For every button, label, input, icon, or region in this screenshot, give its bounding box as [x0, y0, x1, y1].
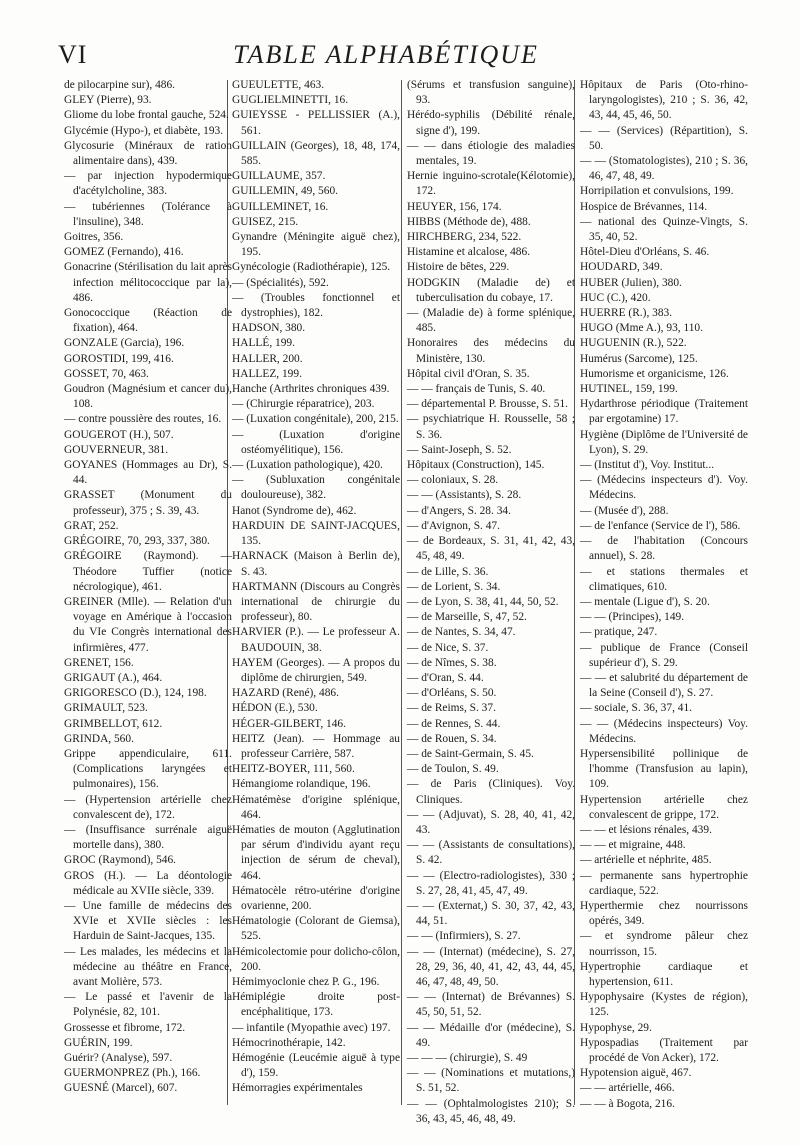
index-entry: — — Médaille d'or (médecine), S. 49. [407, 1021, 575, 1049]
index-entry: GONZALE (Garcia), 196. [64, 337, 185, 350]
index-entry: — — (Ophtalmologistes 210); S. 36, 43, 45, 46, 48, 49. [407, 1097, 575, 1125]
index-entry: — de l'enfance (Service de l'), 586. [580, 519, 741, 532]
index-entry: Hémicolectomie pour dolicho-côlon, 200. [232, 945, 400, 973]
index-entry: GOUVERNEUR, 381. [64, 443, 169, 456]
index-entry: — (Troubles fonctionnel et dystrophies), 182. [232, 291, 400, 320]
index-column-3 [407, 78, 575, 1125]
index-entry: — publique de France (Conseil supérieur d'), S. 29. [580, 641, 748, 669]
index-entry: Humorisme et organicisme, 126. [580, 367, 729, 380]
index-entry: — psychiatrique H. Rousselle, 58 ; S. 36. [407, 413, 575, 441]
index-entry: HUBER (Julien), 380. [580, 276, 682, 289]
index-entry: Hygiène (Diplôme de l'Université de Lyon), S. 29. [580, 428, 748, 456]
index-entry: — — (Principes), 149. [580, 611, 685, 624]
index-entry: GOYANES (Hommages au Dr), S. 44. [64, 459, 232, 487]
index-entry: — départemental P. Brousse, S. 51. [407, 398, 569, 411]
index-entry: — tubériennes (Tolérance à l'insuline), 348. [64, 200, 232, 228]
index-entry: GREINER (Mlle). — Relation d'un voyage en Amérique à l'occasion du VIe Congrès international des infirmières, 477. [64, 595, 232, 654]
index-entry: GRIGAUT (A.), 464. [64, 671, 163, 684]
index-entry: — permanente sans hypertrophie cardiaque, 522. [580, 869, 748, 897]
index-entry: — mentale (Ligue d'), S. 20. [580, 595, 710, 608]
index-entry: Hypospadias (Traitement par procédé de Von Acker), 172. [580, 1036, 748, 1064]
index-entry: Hôpitaux de Paris (Oto-rhino-laryngologistes), 210 ; S. 36, 42, 43, 44, 45, 46, 50. [580, 79, 748, 122]
index-entry: Hyperthermie chez nourrissons opérés, 349. [580, 899, 748, 928]
index-entry: Honoraires des médecins du Ministère, 130. [407, 337, 575, 365]
index-entry: Gynandre (Méningite aiguë chez), 195. [232, 231, 400, 259]
index-entry: HÉDON (E.), 530. [232, 702, 318, 715]
index-entry: Hémorragies expérimentales [232, 1082, 363, 1095]
index-entry: GRÉGOIRE, 70, 293, 337, 380. [64, 535, 210, 548]
index-entry: — de Marseille, S, 47, 52. [407, 611, 527, 624]
index-entry: Histamine et alcalose, 486. [407, 246, 531, 259]
index-entry: GUÉRIN, 199. [64, 1036, 133, 1049]
index-entry: Grippe appendiculaire, 611. (Complications laryngées et pulmonaires), 156. [64, 747, 232, 791]
index-entry: — — (Stomatologistes), 210 ; S. 36, 46, 47, 48, 49. [580, 155, 748, 183]
index-entry: Hématémèse d'origine splénique, 464. [232, 793, 400, 821]
index-entry: HADSON, 380. [232, 322, 306, 335]
index-entry: — Saint-Joseph, S. 52. [407, 443, 512, 456]
index-entry: — et stations thermales et climatiques, 610. [580, 565, 748, 593]
index-entry: — — à Bogota, 216. [580, 1097, 675, 1110]
index-entry: — — (Externat,) S. 30, 37, 42, 43, 44, 51. [407, 899, 575, 928]
index-entry: — de Nantes, S. 34, 47. [407, 626, 516, 639]
index-entry: HIBBS (Méthode de), 488. [407, 215, 531, 228]
index-entry: Goitres, 356. [64, 231, 124, 244]
column-divider [401, 80, 402, 1105]
index-entry: Hémogénie (Leucémie aiguë à type d'), 159. [232, 1052, 400, 1080]
index-entry: Gonacrine (Stérilisation du lait après infection mélitococcique par la), 486. [64, 261, 232, 304]
index-entry: GLEY (Pierre), 93. [64, 94, 152, 107]
index-column-1 [64, 78, 232, 1108]
index-entry: Hémocrinothérapie, 142. [232, 1036, 346, 1049]
index-entry: GOSSET, 70, 463. [64, 367, 149, 380]
index-entry: — (Luxation pathologique), 420. [232, 459, 383, 472]
index-entry: Hypertrophie cardiaque et hypertension, 611. [580, 960, 748, 988]
index-entry: Grossesse et fibrome, 172. [64, 1021, 186, 1034]
index-entry: — d'Orléans, S. 50. [407, 687, 497, 700]
index-entry: GUESNÉ (Marcel), 607. [64, 1082, 178, 1095]
index-entry: — de Bordeaux, S. 31, 41, 42, 43, 45, 48, 49. [407, 535, 575, 563]
index-entry: GUILLAIN (Georges), 18, 48, 174, 585. [232, 139, 400, 168]
index-entry: Hématologie (Colorant de Giemsa), 525. [232, 915, 400, 943]
index-entry: GUISEZ, 215. [232, 215, 299, 228]
index-entry: HUC (C.), 420. [580, 291, 651, 304]
index-entry: — — (Internat) de Brévannes) S. 45, 50, 51, 52. [407, 991, 575, 1019]
index-entry: Hypotension aiguë, 467. [580, 1067, 692, 1080]
index-entry: HUTINEL, 159, 199. [580, 383, 678, 396]
index-entry: GUILLEMIN, 49, 560. [232, 185, 338, 198]
index-entry: — — (Internat) (médecine), S. 27, 28, 29, 36, 40, 41, 42, 43, 44, 45, 46, 47, 48, 49, 50. [407, 945, 575, 988]
index-entry: Hospice de Brévannes, 114. [580, 200, 708, 213]
index-entry: GROC (Raymond), 546. [64, 854, 177, 867]
index-entry: — de Toulon, S. 49. [407, 763, 499, 776]
index-entry: — de Lorient, S. 34. [407, 580, 501, 593]
index-entry: HARTMANN (Discours au Congrès international de chirurgie du professeur), 80. [232, 580, 400, 624]
index-entry: (Sérums et transfusion sanguine), 93. [407, 79, 575, 107]
index-entry: Hypophysaire (Kystes de région), 125. [580, 991, 748, 1019]
index-entry: HALLEZ, 199. [232, 367, 302, 380]
index-entry: — de l'habitation (Concours annuel), S. 28. [580, 535, 748, 563]
index-entry: — (Institut d'), Voy. Institut... [580, 459, 715, 472]
index-entry: GOROSTIDI, 199, 416. [64, 352, 174, 365]
index-entry: GUEULETTE, 463. [232, 79, 325, 91]
index-entry: HODGKIN (Maladie de) et tuberculisation du cobaye, 17. [407, 276, 575, 304]
index-entry: Hypersensibilité pollinique de l'homme (Transfusion au lapin), 109. [580, 747, 748, 791]
index-entry: HAYEM (Georges). — A propos du diplôme de chirurgien, 549. [232, 656, 400, 684]
index-entry: Glycosurie (Minéraux de ration alimentaire dans), 439. [64, 139, 232, 168]
index-entry: GUILLEMINET, 16. [232, 200, 329, 213]
index-column-4 [580, 78, 748, 1108]
index-entry: GRÉGOIRE (Raymond). — Théodore Tuffier (notice nécrologique), 461. [64, 550, 232, 593]
index-entry: — — dans étiologie des maladies mentales, 19. [407, 139, 575, 168]
index-entry: GRIMBELLOT, 612. [64, 717, 163, 730]
index-entry: — Une famille de médecins des XVIe et XVIIe siècles : les Harduin de Saint-Jacques, 135. [64, 899, 232, 943]
index-entry: Glycémie (Hypo-), et diabète, 193. [64, 124, 224, 137]
index-entry: Hernie inguino-scrotale(Kélotomie), 172. [407, 170, 575, 198]
index-entry: GRIMAULT, 523. [64, 702, 148, 715]
index-entry: Humérus (Sarcome), 125. [580, 352, 698, 365]
index-entry: — par injection hypodermique d'acétylcholine, 383. [64, 170, 232, 198]
index-entry: — d'Avignon, S. 47. [407, 519, 500, 532]
index-entry: GOMEZ (Fernando), 416. [64, 246, 184, 259]
index-entry: — — et salubrité du département de la Seine (Conseil d'), S. 27. [580, 671, 748, 700]
index-entry: Hématies de mouton (Agglutination par sérum d'individu ayant reçu injection de sérum de cheval), 464. [232, 823, 400, 882]
index-entry: Guérir? (Analyse), 597. [64, 1052, 173, 1064]
index-entry: GRASSET (Monument du professeur), 375 ; S. 39, 43. [64, 489, 232, 517]
index-entry: Hanot (Syndrome de), 462. [232, 504, 357, 517]
index-entry: — Le passé et l'avenir de la Polynésie, 82, 101. [64, 991, 232, 1019]
index-entry: Gonococcique (Réaction de fixation), 464. [64, 307, 232, 335]
index-entry: Hémiplégie droite post-encéphalitique, 173. [232, 991, 400, 1019]
index-entry: — contre poussière des routes, 16. [64, 413, 222, 426]
index-entry: HUERRE (R.), 383. [580, 307, 673, 320]
index-entry: Hématocèle rétro-utérine d'origine ovarienne, 200. [232, 884, 400, 912]
index-entry: — (Musée d'), 288. [580, 504, 669, 517]
index-entry: — artérielle et néphrite, 485. [580, 854, 712, 867]
index-entry: — d'Angers, S. 28. 34. [407, 504, 511, 517]
index-entry: Histoire de bêtes, 229. [407, 261, 510, 274]
index-entry: Hydarthrose périodique (Traitement par ergotamine) 17. [580, 398, 748, 426]
index-entry: Hémimyoclonie chez P. G., 196. [232, 975, 380, 988]
index-entry: — de Rennes, S. 44. [407, 717, 501, 730]
index-entry: — — (Adjuvat), S. 28, 40, 41, 42, 43. [407, 808, 575, 836]
index-entry: — de Saint-Germain, S. 45. [407, 747, 534, 760]
index-entry: — (Médecins inspecteurs d'). Voy. Médecins. [580, 474, 748, 502]
index-entry: HÉGER-GILBERT, 146. [232, 717, 346, 730]
index-entry: GROS (H.). — La déontologie médicale au XVIIe siècle, 339. [64, 869, 232, 897]
index-entry: — (Chirurgie réparatrice), 203. [232, 398, 375, 411]
index-entry: HUGUENIN (R.), 522. [580, 337, 687, 350]
index-entry: Hôpital civil d'Oran, S. 35. [407, 367, 530, 380]
index-entry: GRIGORESCO (D.), 124, 198. [64, 687, 207, 700]
index-entry: HARNACK (Maison à Berlin de), S. 43. [232, 550, 400, 578]
index-entry: HALLÉ, 199. [232, 337, 295, 350]
index-entry: Hypertension artérielle chez convalescent de grippe, 172. [580, 793, 748, 821]
index-entry: — (Maladie de) à forme splénique, 485. [407, 307, 575, 335]
index-entry: — — — (chirurgie), S. 49 [407, 1052, 528, 1064]
index-entry: HALLER, 200. [232, 352, 303, 365]
index-entry: — pratique, 247. [580, 626, 658, 639]
index-entry: Hypophyse, 29. [580, 1021, 652, 1034]
index-entry: GUIEYSSE - PELLISSIER (A.), 561. [232, 109, 400, 137]
index-entry: de pilocarpine sur), 486. [64, 79, 176, 91]
index-entry: GRENET, 156. [64, 656, 134, 669]
index-entry: — d'Oran, S. 44. [407, 671, 484, 684]
index-entry: — (Luxation d'origine ostéomyélitique), 156. [232, 428, 400, 456]
index-entry: HEITZ-BOYER, 111, 560. [232, 763, 355, 776]
index-entry: Hérédo-syphilis (Débilité rénale, signe d'), 199. [407, 109, 575, 137]
index-entry: — de Reims, S. 37. [407, 702, 496, 715]
index-entry: — (Hypertension artérielle chez convalescent de), 172. [64, 793, 232, 821]
index-entry: — de Nîmes, S. 38. [407, 656, 497, 669]
index-entry: GUGLIELMINETTI, 16. [232, 94, 349, 107]
index-entry: — et syndrome pâleur chez nourrisson, 15. [580, 930, 748, 958]
index-entry: — — (Nominations et mutations,) S. 51, 52. [407, 1067, 575, 1095]
index-entry: Hémangiome rolandique, 196. [232, 778, 371, 791]
index-entry: GRAT, 252. [64, 519, 119, 532]
index-entry: — Les malades, les médecins et la médecine au théâtre en France, avant Molière, 573. [64, 945, 232, 988]
index-entry: — national des Quinze-Vingts, S. 35, 40, 52. [580, 215, 748, 244]
index-entry: Hanche (Arthrites chroniques 439. [232, 383, 390, 396]
index-entry: HOUDARD, 349. [580, 261, 663, 274]
index-entry: — — (Infirmiers), S. 27. [407, 930, 521, 943]
index-entry: HARDUIN DE SAINT-JACQUES, 135. [232, 519, 400, 548]
index-entry: Horripilation et convulsions, 199. [580, 185, 734, 198]
index-entry: — infantile (Myopathie avec) 197. [232, 1021, 391, 1034]
index-entry: — — (Electro-radiologistes), 330 ; S. 27, 28, 41, 45, 47, 49. [407, 869, 575, 897]
index-entry: Hôtel-Dieu d'Orléans, S. 46. [580, 246, 710, 259]
index-entry: HARVIER (P.). — Le professeur A. BAUDOUIN, 38. [232, 626, 400, 654]
index-entry: Goudron (Magnésium et cancer du), 108. [64, 383, 232, 411]
index-entry: GOUGEROT (H.), 507. [64, 428, 174, 441]
page-header [58, 40, 714, 74]
index-entry: HAZARD (René), 486. [232, 687, 339, 700]
index-entry: — (Subluxation congénitale douloureuse), 382. [232, 474, 400, 502]
index-entry: — — (Assistants), S. 28. [407, 489, 522, 502]
index-entry: — de Paris (Cliniques). Voy. Cliniques. [407, 778, 575, 806]
index-entry: — de Nice, S. 37. [407, 641, 489, 654]
index-entry: — coloniaux, S. 28. [407, 474, 499, 487]
index-entry: — — (Assistants de consultations), S. 42. [407, 839, 575, 867]
index-entry: — — et lésions rénales, 439. [580, 823, 712, 836]
index-entry: HUGO (Mme A.), 93, 110. [580, 322, 703, 335]
index-entry: — (Luxation congénitale), 200, 215. [232, 413, 399, 426]
index-entry: — — artérielle, 466. [580, 1082, 675, 1095]
index-entry: — — (Services) (Répartition), S. 50. [580, 124, 748, 152]
page-number: VI [58, 40, 88, 69]
index-entry: — sociale, S. 36, 37, 41. [580, 702, 692, 715]
index-entry: — de Lyon, S. 38, 41, 44, 50, 52. [407, 595, 559, 608]
index-entry: — (Insuffisance surrénale aiguë mortelle dans), 380. [64, 823, 232, 852]
index-entry: GRINDA, 560. [64, 732, 134, 745]
index-entry: HIRCHBERG, 234, 522. [407, 231, 522, 244]
index-entry: HEITZ (Jean). — Hommage au professeur Carrière, 587. [232, 732, 400, 760]
index-entry: — de Lille, S. 36. [407, 565, 489, 578]
index-entry: — — (Médecins inspecteurs) Voy. Médecins. [580, 717, 748, 745]
index-entry: — (Spécialités), 592. [232, 276, 329, 289]
index-column-2 [232, 78, 400, 1108]
index-entry: GUILLAUME, 357. [232, 170, 326, 183]
index-entry: Hôpitaux (Construction), 145. [407, 459, 545, 472]
index-entry: — de Rouen, S. 34. [407, 732, 497, 745]
index-entry: Gliome du lobe frontal gauche, 524. [64, 109, 229, 122]
index-entry: — — et migraine, 448. [580, 839, 686, 852]
index-entry: GUERMONPREZ (Ph.), 166. [64, 1067, 201, 1080]
index-entry: Gynécologie (Radiothérapie), 125. [232, 261, 391, 274]
index-entry: — — français de Tunis, S. 40. [407, 383, 546, 396]
running-title: TABLE ALPHABÉTIQUE [233, 40, 539, 69]
index-entry: HEUYER, 156, 174. [407, 200, 502, 213]
